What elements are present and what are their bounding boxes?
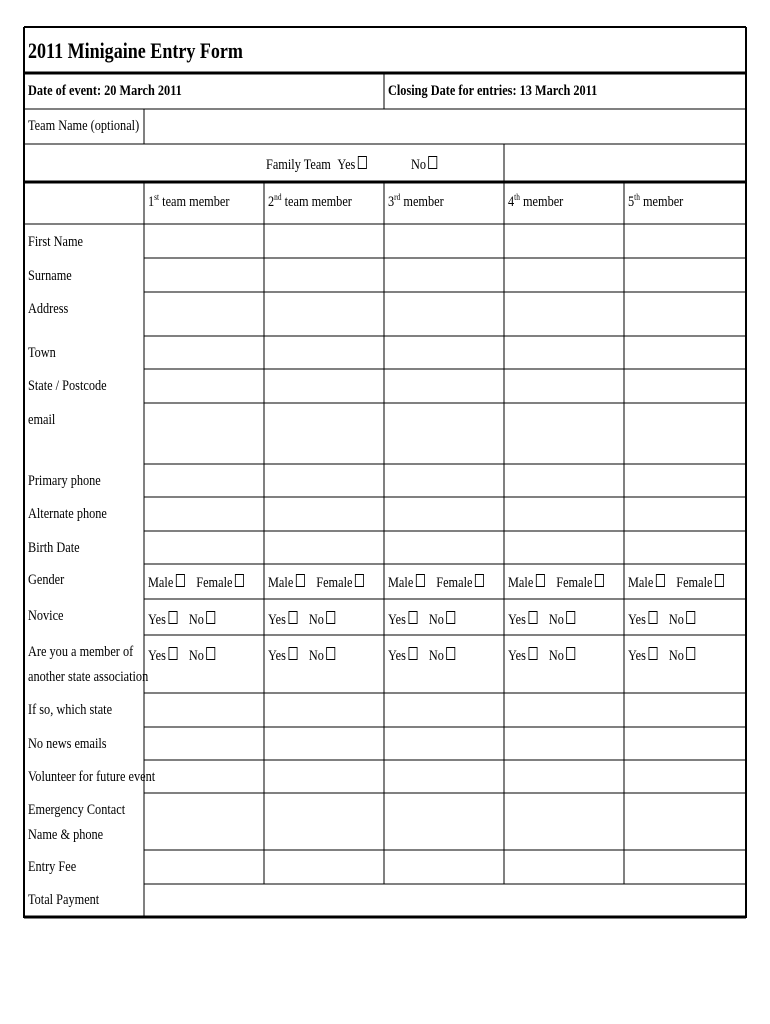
gender-female-checkbox[interactable]: [475, 574, 484, 587]
gender-female-checkbox[interactable]: [715, 574, 724, 587]
member-yes-checkbox[interactable]: [408, 647, 417, 660]
row-label-no-news-emails: No news emails: [28, 736, 107, 752]
novice-options-member-4: Yes No: [508, 611, 575, 628]
novice-no-checkbox[interactable]: [446, 611, 455, 624]
row-label-primary-phone: Primary phone: [28, 473, 101, 489]
member-no-checkbox[interactable]: [206, 647, 215, 660]
member-options-member-2: Yes No: [268, 647, 335, 664]
gender-options-member-2: Male Female: [268, 574, 364, 591]
gender-female-checkbox[interactable]: [595, 574, 604, 587]
member-options-member-4: Yes No: [508, 647, 575, 664]
member-yes-checkbox[interactable]: [168, 647, 177, 660]
row-label-volunteer: Volunteer for future event: [28, 769, 156, 785]
member-no-checkbox[interactable]: [566, 647, 575, 660]
family-team-no-label: No: [411, 156, 438, 173]
row-label-alternate-phone: Alternate phone: [28, 506, 107, 522]
novice-no-checkbox[interactable]: [686, 611, 695, 624]
novice-yes-checkbox[interactable]: [288, 611, 297, 624]
gender-female-checkbox[interactable]: [355, 574, 364, 587]
gender-female-checkbox[interactable]: [235, 574, 244, 587]
novice-yes-checkbox[interactable]: [528, 611, 537, 624]
gender-male-checkbox[interactable]: [656, 574, 665, 587]
gender-options-member-3: Male Female: [388, 574, 484, 591]
date-of-event: Date of event: 20 March 2011: [28, 83, 182, 99]
column-header-5: 5th member: [628, 192, 684, 210]
novice-no-checkbox[interactable]: [326, 611, 335, 624]
member-options-member-5: Yes No: [628, 647, 695, 664]
member-no-checkbox[interactable]: [326, 647, 335, 660]
row-label-gender: Gender: [28, 572, 65, 588]
row-label-total-payment: Total Payment: [28, 892, 100, 908]
row-label-town: Town: [28, 345, 56, 361]
novice-yes-checkbox[interactable]: [648, 611, 657, 624]
gender-options-member-1: Male Female: [148, 574, 244, 591]
row-label-entry-fee: Entry Fee: [28, 859, 77, 875]
member-yes-checkbox[interactable]: [648, 647, 657, 660]
gender-options-member-5: Male Female: [628, 574, 724, 591]
column-header-1: 1st team member: [148, 192, 230, 210]
member-no-checkbox[interactable]: [686, 647, 695, 660]
novice-options-member-5: Yes No: [628, 611, 695, 628]
family-team-no-checkbox[interactable]: [429, 156, 438, 169]
novice-no-checkbox[interactable]: [566, 611, 575, 624]
member-options-member-3: Yes No: [388, 647, 455, 664]
member-yes-checkbox[interactable]: [528, 647, 537, 660]
novice-options-member-1: Yes No: [148, 611, 215, 628]
row-label-surname: Surname: [28, 268, 72, 284]
column-header-3: 3rd member: [388, 192, 444, 210]
row-label-member-line2: another state association: [28, 669, 149, 685]
novice-options-member-3: Yes No: [388, 611, 455, 628]
member-yes-checkbox[interactable]: [288, 647, 297, 660]
closing-date: Closing Date for entries: 13 March 2011: [388, 83, 598, 99]
family-team-label: Family Team Yes: [266, 156, 367, 173]
team-name-input[interactable]: [146, 111, 744, 142]
team-name-label: Team Name (optional): [28, 118, 140, 134]
family-team-yes-checkbox[interactable]: [358, 156, 367, 169]
novice-no-checkbox[interactable]: [206, 611, 215, 624]
gender-male-checkbox[interactable]: [176, 574, 185, 587]
row-label-emergency-line2: Name & phone: [28, 827, 104, 843]
row-label-first-name: First Name: [28, 234, 84, 250]
row-label-state-postcode: State / Postcode: [28, 378, 107, 394]
gender-male-checkbox[interactable]: [296, 574, 305, 587]
row-label-address: Address: [28, 301, 69, 317]
gender-options-member-4: Male Female: [508, 574, 604, 591]
row-label-emergency-line1: Emergency Contact: [28, 802, 126, 818]
row-label-novice: Novice: [28, 608, 64, 624]
novice-options-member-2: Yes No: [268, 611, 335, 628]
row-label-member-line1: Are you a member of: [28, 644, 134, 660]
gender-male-checkbox[interactable]: [536, 574, 545, 587]
row-label-birth-date: Birth Date: [28, 540, 80, 556]
member-no-checkbox[interactable]: [446, 647, 455, 660]
column-header-4: 4th member: [508, 192, 564, 210]
row-label-which-state: If so, which state: [28, 702, 113, 718]
novice-yes-checkbox[interactable]: [168, 611, 177, 624]
row-label-email: email: [28, 412, 56, 428]
column-header-2: 2nd team member: [268, 192, 352, 210]
novice-yes-checkbox[interactable]: [408, 611, 417, 624]
form-title: 2011 Minigaine Entry Form: [28, 38, 243, 63]
gender-male-checkbox[interactable]: [416, 574, 425, 587]
member-options-member-1: Yes No: [148, 647, 215, 664]
